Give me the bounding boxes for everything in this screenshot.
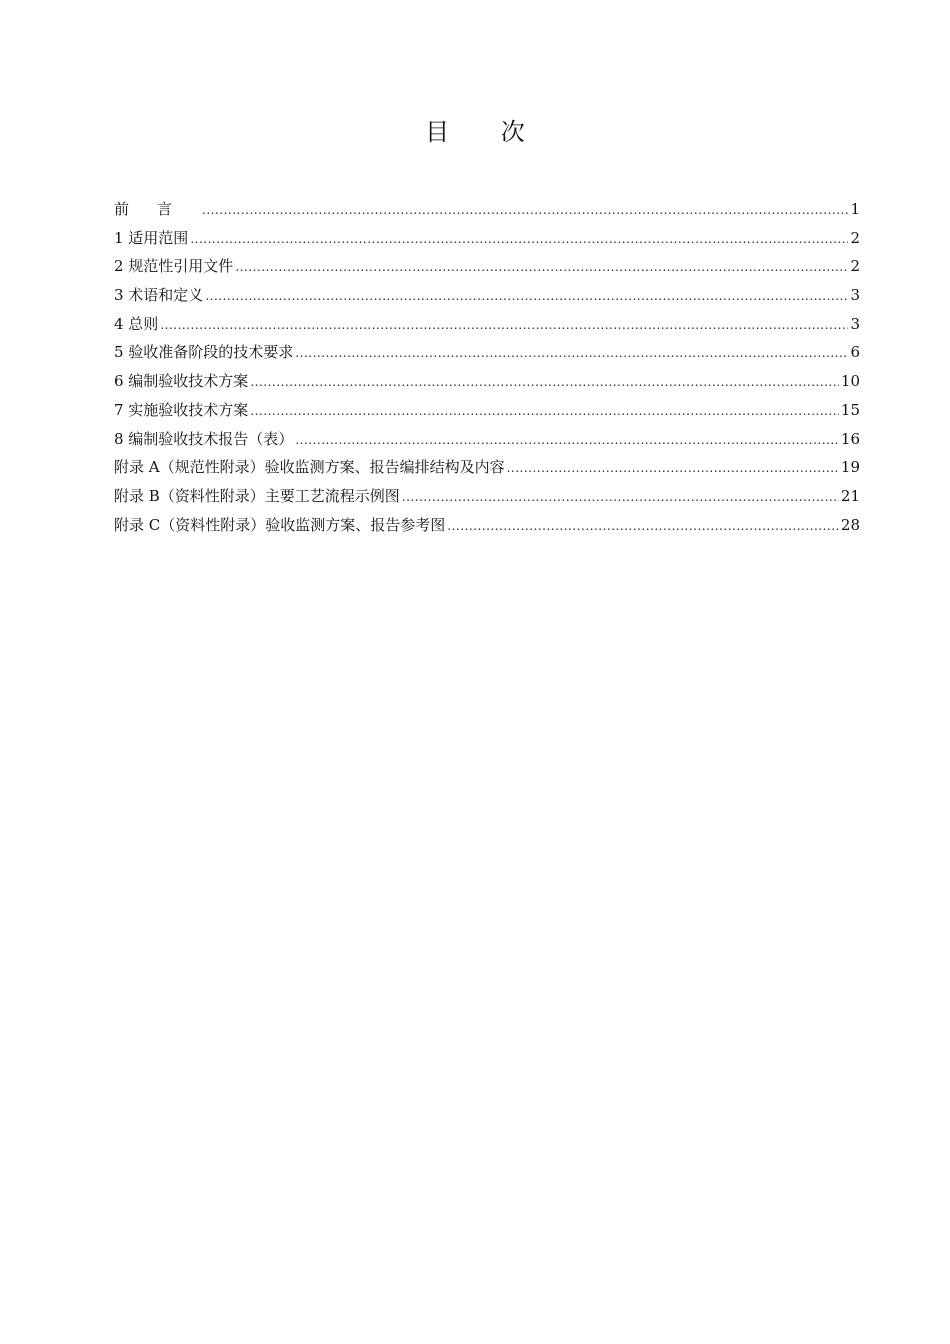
toc-entry-preface[interactable] — [114, 195, 860, 224]
toc-dot-leader — [202, 196, 848, 225]
toc-dot-leader — [205, 282, 848, 311]
toc-entry-label: 附录 B（资料性附录）主要工艺流程示例图 — [114, 486, 400, 505]
toc-entry-label: 1 适用范围 — [114, 228, 189, 247]
toc-dot-leader — [250, 368, 839, 397]
toc-entry-page: 3 — [850, 314, 860, 333]
toc-entry-page: 2 — [850, 228, 860, 247]
toc-entry-label: 8 编制验收技术报告（表） — [114, 429, 294, 448]
toc-dot-leader — [250, 397, 839, 426]
toc-entry-page: 19 — [840, 458, 860, 477]
toc-entry-page: 6 — [850, 343, 860, 362]
toc-entry-label: 7 实施验收技术方案 — [114, 400, 249, 419]
toc-entry-page: 3 — [850, 286, 860, 305]
toc-entry-1[interactable] — [114, 224, 860, 253]
toc-entry-label: 附录 A（规范性附录）验收监测方案、报告编排结构及内容 — [114, 458, 505, 477]
toc-dot-leader — [190, 225, 848, 254]
toc-entry-label: 3 术语和定义 — [114, 286, 204, 305]
toc-entry-page: 10 — [840, 372, 860, 391]
toc-entry-page: 21 — [840, 486, 860, 505]
toc-entry-7[interactable] — [114, 396, 860, 425]
toc-dot-leader — [295, 426, 839, 455]
toc-entry-5[interactable] — [114, 338, 860, 367]
toc-entry-6[interactable] — [114, 367, 860, 396]
toc-entry-page: 28 — [840, 515, 860, 534]
toc-entry-page: 16 — [840, 429, 860, 448]
toc-entry-label: 2 规范性引用文件 — [114, 257, 234, 276]
toc-entry-page: 1 — [850, 200, 860, 218]
toc-dot-leader — [235, 253, 848, 282]
toc-entry-label: 前言 — [114, 200, 201, 218]
toc-dot-leader — [295, 339, 848, 368]
toc-entry-page: 15 — [840, 400, 860, 419]
toc-dot-leader — [402, 483, 839, 512]
toc-entry-page: 2 — [850, 257, 860, 276]
toc-dot-leader — [160, 311, 848, 340]
toc-entry-2[interactable] — [114, 252, 860, 281]
toc-entry-appendix-b[interactable] — [114, 482, 860, 511]
toc-entry-label: 附录 C（资料性附录）验收监测方案、报告参考图 — [114, 515, 446, 534]
toc-entry-3[interactable] — [114, 281, 860, 310]
toc-dot-leader — [507, 454, 839, 483]
toc-entry-label: 4 总则 — [114, 314, 159, 333]
toc-entry-label: 5 验收准备阶段的技术要求 — [114, 343, 294, 362]
toc-entry-appendix-a[interactable] — [114, 453, 860, 482]
toc-title: 目 次 — [425, 118, 547, 146]
toc-entry-4[interactable] — [114, 310, 860, 339]
toc-entry-8[interactable] — [114, 425, 860, 454]
toc-list — [114, 195, 860, 539]
toc-entry-label: 6 编制验收技术方案 — [114, 372, 249, 391]
toc-dot-leader — [447, 512, 839, 541]
toc-entry-appendix-c[interactable] — [114, 511, 860, 540]
